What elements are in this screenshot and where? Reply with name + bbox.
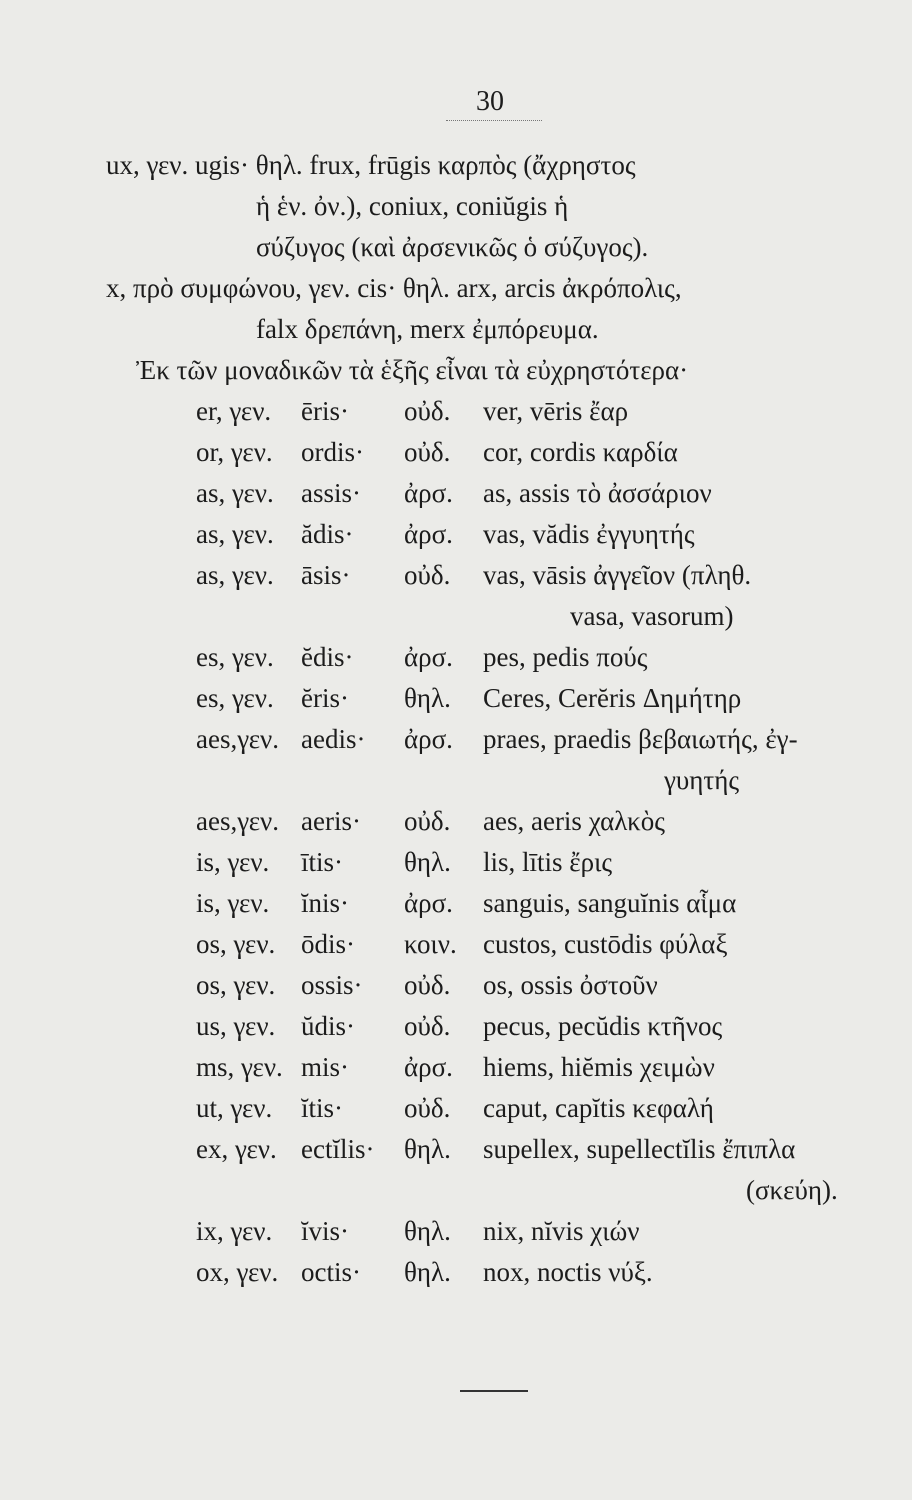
intro-line: ux, γεν. ugis· θηλ. frux, frūgis καρπὸς (ἄχρηστος <box>106 150 636 180</box>
ending: es, γεν. <box>196 683 274 713</box>
example: nox, noctis νύξ. <box>483 1257 653 1287</box>
genitive: ĭnis· <box>301 888 350 918</box>
intro-line: x, πρὸ συμφώνου, γεν. cis· θηλ. arx, arcis ἀκρόπολις, <box>106 273 682 303</box>
genitive: aedis· <box>301 724 366 754</box>
example: Ceres, Cerĕris Δημήτηρ <box>483 683 742 713</box>
gender: ἀρσ. <box>404 1052 453 1082</box>
example: as, assis τὸ ἀσσάριον <box>483 478 712 508</box>
example-continuation: vasa, vasorum) <box>570 601 734 631</box>
page-number-rule <box>446 120 542 121</box>
genitive: aeris· <box>301 806 361 836</box>
example: pecus, pecŭdis κτῆνος <box>483 1011 723 1041</box>
gender: ἀρσ. <box>404 724 453 754</box>
example: nix, nĭvis χιών <box>483 1216 640 1246</box>
ending: as, γεν. <box>196 519 274 549</box>
genitive: ŭdis· <box>301 1011 355 1041</box>
gender: οὐδ. <box>404 1011 451 1041</box>
genitive: ĭtis· <box>301 1093 344 1123</box>
gender: ἀρσ. <box>404 478 453 508</box>
example: custos, custōdis φύλαξ <box>483 929 728 959</box>
genitive: ectĭlis· <box>301 1134 375 1164</box>
ending: ix, γεν. <box>196 1216 273 1246</box>
ending: as, γεν. <box>196 478 274 508</box>
example: caput, capĭtis κεφαλή <box>483 1093 714 1123</box>
genitive: ădis· <box>301 519 354 549</box>
gender: θηλ. <box>404 1216 451 1246</box>
gender: οὐδ. <box>404 806 451 836</box>
genitive: ītis· <box>301 847 344 877</box>
page-number: 30 <box>476 86 504 117</box>
gender: ἀρσ. <box>404 642 453 672</box>
genitive: ēris· <box>301 396 349 426</box>
intro-line: falx δρεπάνη, merx ἐμπόρευμα. <box>256 314 599 344</box>
example: ver, vēris ἔαρ <box>483 396 629 426</box>
example: hiems, hiĕmis χειμὼν <box>483 1052 715 1082</box>
gender: ἀρσ. <box>404 888 453 918</box>
genitive: āsis· <box>301 560 351 590</box>
gender: κοιν. <box>404 929 457 959</box>
ending: aes,γεν. <box>196 724 279 754</box>
ending: us, γεν. <box>196 1011 276 1041</box>
ending: as, γεν. <box>196 560 274 590</box>
gender: θηλ. <box>404 1257 451 1287</box>
genitive: ĕris· <box>301 683 349 713</box>
genitive: ĭvis· <box>301 1216 350 1246</box>
intro-heading: Ἐκ τῶν μοναδικῶν τὰ ἑξῆς εἶναι τὰ εὐχρηστότερα· <box>136 355 689 385</box>
intro-line: ἡ ἑν. ὀν.), coniux, coniŭgis ἡ <box>256 191 569 221</box>
example-continuation: (σκεύη). <box>746 1175 838 1205</box>
example: lis, lītis ἔρις <box>483 847 613 877</box>
ending: ms, γεν. <box>196 1052 283 1082</box>
ending: os, γεν. <box>196 970 276 1000</box>
gender: οὐδ. <box>404 1093 451 1123</box>
ending: es, γεν. <box>196 642 274 672</box>
genitive: ōdis· <box>301 929 355 959</box>
gender: οὐδ. <box>404 437 451 467</box>
genitive: ĕdis· <box>301 642 354 672</box>
closing-rule <box>460 1390 528 1392</box>
gender: ἀρσ. <box>404 519 453 549</box>
ending: er, γεν. <box>196 396 272 426</box>
ending: ut, γεν. <box>196 1093 273 1123</box>
ending: is, γεν. <box>196 888 270 918</box>
example: pes, pedis πούς <box>483 642 648 672</box>
ending: os, γεν. <box>196 929 276 959</box>
genitive: assis· <box>301 478 361 508</box>
example: vas, vāsis ἀγγεῖον (πληθ. <box>483 560 752 590</box>
gender: οὐδ. <box>404 970 451 1000</box>
example: aes, aeris χαλκὸς <box>483 806 665 836</box>
example-continuation: γυητής <box>664 765 740 795</box>
example: praes, praedis βεβαιωτής, ἐγ- <box>483 724 798 754</box>
example: supellex, supellectĭlis ἔπιπλα <box>483 1134 796 1164</box>
gender: θηλ. <box>404 847 451 877</box>
ending: ox, γεν. <box>196 1257 279 1287</box>
intro-line: σύζυγος (καὶ ἀρσενικῶς ὁ σύζυγος). <box>256 232 649 262</box>
gender: θηλ. <box>404 1134 451 1164</box>
example: os, ossis ὀστοῦν <box>483 970 658 1000</box>
example: sanguis, sanguĭnis αἷμα <box>483 888 737 918</box>
genitive: ordis· <box>301 437 364 467</box>
ending: aes,γεν. <box>196 806 279 836</box>
gender: οὐδ. <box>404 396 451 426</box>
example: cor, cordis καρδία <box>483 437 678 467</box>
gender: θηλ. <box>404 683 451 713</box>
genitive: mis· <box>301 1052 350 1082</box>
ending: ex, γεν. <box>196 1134 277 1164</box>
gender: οὐδ. <box>404 560 451 590</box>
genitive: ossis· <box>301 970 363 1000</box>
ending: is, γεν. <box>196 847 270 877</box>
genitive: octis· <box>301 1257 361 1287</box>
ending: or, γεν. <box>196 437 273 467</box>
example: vas, vădis ἐγγυητής <box>483 519 695 549</box>
